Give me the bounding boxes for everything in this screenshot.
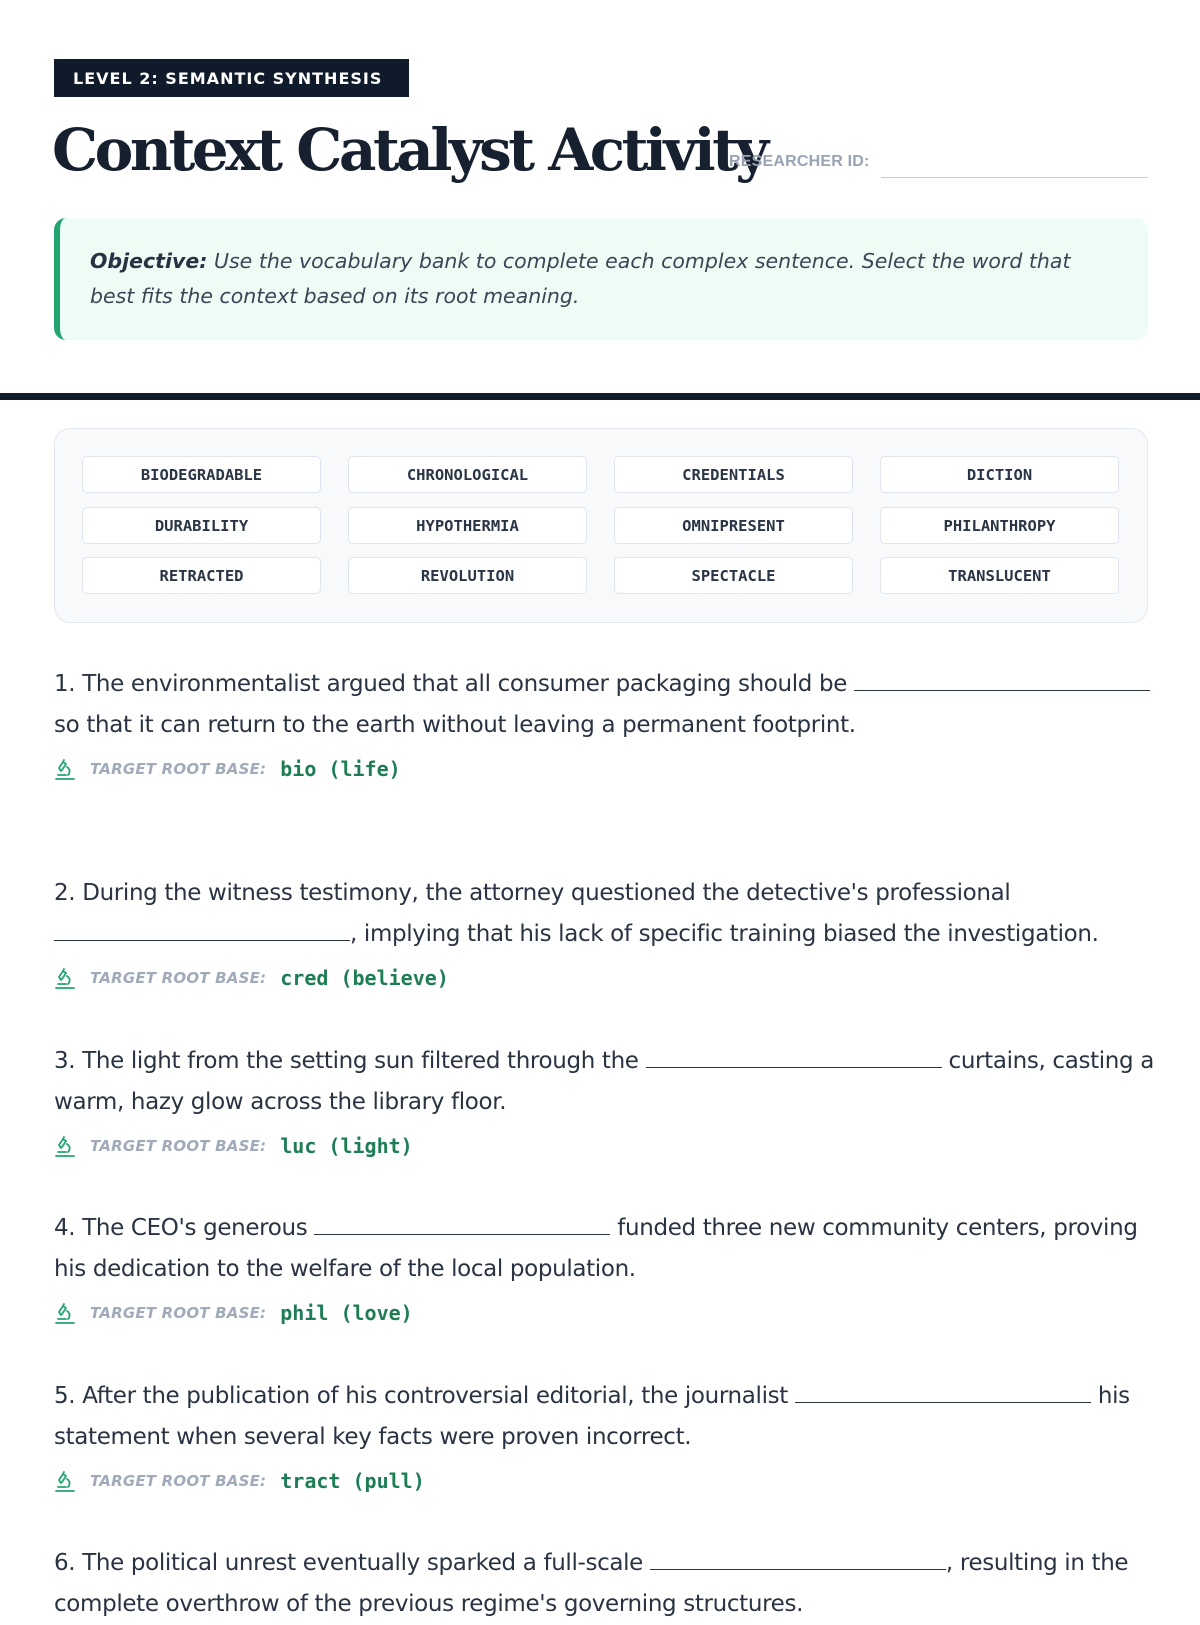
root-label: TARGET ROOT BASE: <box>90 1137 267 1155</box>
microscope-icon <box>54 1469 76 1493</box>
word-chip[interactable]: HYPOTHERMIA <box>348 507 587 544</box>
root-label: TARGET ROOT BASE: <box>90 760 267 778</box>
word-chip[interactable]: BIODEGRADABLE <box>82 456 321 493</box>
root-hint <box>54 756 1154 782</box>
question-1 <box>54 664 1154 782</box>
root-value: phil (love) <box>280 1301 413 1325</box>
question-tail: his statement when several key facts were proven incorrect. <box>54 1383 1130 1450</box>
word-chip[interactable]: PHILANTHROPY <box>880 507 1119 544</box>
question-lead: 4. The CEO's generous <box>54 1215 315 1241</box>
question-lead: 5. After the publication of his controversial editorial, the journalist <box>54 1383 795 1409</box>
answer-blank[interactable] <box>854 665 1150 691</box>
question-tail: funded three new community centers, proving his dedication to the welfare of the local population. <box>54 1215 1138 1282</box>
question-lead: 3. The light from the setting sun filtered through the <box>54 1048 646 1074</box>
page-title: Context Catalyst Activity <box>52 116 766 184</box>
answer-blank[interactable] <box>646 1042 942 1068</box>
root-hint <box>54 1468 1154 1494</box>
section-divider <box>0 393 1200 400</box>
objective-box <box>54 218 1148 340</box>
researcher-id-field[interactable] <box>881 168 1148 178</box>
answer-blank[interactable] <box>54 915 350 941</box>
root-label: TARGET ROOT BASE: <box>90 969 267 987</box>
question-5 <box>54 1376 1154 1494</box>
root-hint <box>54 965 1154 991</box>
vocabulary-bank <box>54 428 1148 623</box>
word-chip[interactable]: CHRONOLOGICAL <box>348 456 587 493</box>
word-chip[interactable]: DURABILITY <box>82 507 321 544</box>
root-value: cred (believe) <box>280 966 449 990</box>
root-label: TARGET ROOT BASE: <box>90 1472 267 1490</box>
researcher-id-label: RESEARCHER ID: <box>729 153 870 170</box>
root-value: luc (light) <box>280 1134 413 1158</box>
question-text <box>54 1208 1154 1290</box>
root-label: TARGET ROOT BASE: <box>90 1304 267 1322</box>
microscope-icon <box>54 1134 76 1158</box>
word-chip[interactable]: RETRACTED <box>82 557 321 594</box>
question-text <box>54 873 1154 955</box>
question-lead: 1. The environmentalist argued that all consumer packaging should be <box>54 671 855 697</box>
question-3 <box>54 1041 1154 1159</box>
question-tail: curtains, casting a warm, hazy glow across the library floor. <box>54 1048 1154 1115</box>
answer-blank[interactable] <box>795 1377 1091 1403</box>
question-lead: 6. The political unrest eventually sparked a full-scale <box>54 1550 650 1576</box>
question-2 <box>54 873 1154 991</box>
question-text <box>54 1376 1154 1458</box>
question-text <box>54 664 1154 746</box>
objective-label: Objective: <box>90 249 208 273</box>
question-4 <box>54 1208 1154 1326</box>
objective-text: Use the vocabulary bank to complete each complex sentence. Select the word that best fits the context based on its root meaning. <box>90 249 1071 308</box>
question-text <box>54 1041 1154 1123</box>
microscope-icon <box>54 966 76 990</box>
word-chip[interactable]: DICTION <box>880 456 1119 493</box>
word-chip[interactable]: SPECTACLE <box>614 557 853 594</box>
question-tail: so that it can return to the earth without leaving a permanent footprint. <box>54 712 856 738</box>
root-value: tract (pull) <box>280 1469 425 1493</box>
root-value: bio (life) <box>280 757 401 781</box>
word-chip[interactable]: TRANSLUCENT <box>880 557 1119 594</box>
answer-blank[interactable] <box>650 1544 946 1570</box>
word-chip[interactable]: OMNIPRESENT <box>614 507 853 544</box>
question-text <box>54 1543 1154 1625</box>
microscope-icon <box>54 757 76 781</box>
level-badge: LEVEL 2: SEMANTIC SYNTHESIS <box>54 59 409 97</box>
question-tail: , implying that his lack of specific training biased the investigation. <box>350 921 1099 947</box>
answer-blank[interactable] <box>314 1209 610 1235</box>
root-hint <box>54 1300 1154 1326</box>
question-6 <box>54 1543 1154 1625</box>
word-chip[interactable]: CREDENTIALS <box>614 456 853 493</box>
root-hint <box>54 1133 1154 1159</box>
question-lead: 2. During the witness testimony, the attorney questioned the detective's professional <box>54 880 1011 906</box>
microscope-icon <box>54 1301 76 1325</box>
question-tail: , resulting in the complete overthrow of the previous regime's governing structures. <box>54 1550 1129 1617</box>
word-chip[interactable]: REVOLUTION <box>348 557 587 594</box>
